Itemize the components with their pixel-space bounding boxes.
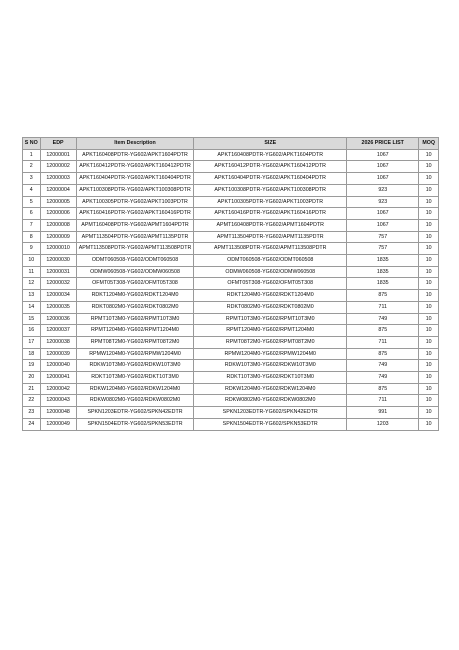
cell-item-description: APKT160404PDTR-YG602/APKT160404PDTR [76,173,194,185]
cell-edp: 12000035 [40,301,76,313]
cell-moq: 10 [419,196,439,208]
table-row [23,325,439,337]
cell-edp: 12000037 [40,325,76,337]
cell-moq: 10 [419,266,439,278]
table-row [23,231,439,243]
table-header-row [23,138,439,150]
cell-size: APKT160416PDTR-YG602/APKT160416PDTR [194,208,347,220]
table-row [23,149,439,161]
cell-sno: 21 [23,383,41,395]
cell-price: 923 [347,196,419,208]
cell-price: 711 [347,336,419,348]
cell-sno: 8 [23,231,41,243]
cell-item-description: RDKT10T3M0-YG602/RDKT10T3M0 [76,372,194,384]
cell-price: 1067 [347,173,419,185]
cell-item-description: APMT160408PDTR-YG602/APMT1604PDTR [76,219,194,231]
cell-edp: 12000004 [40,184,76,196]
cell-size: ODMT060508-YG602/ODMT060508 [194,255,347,267]
cell-price: 1835 [347,255,419,267]
table-row [23,196,439,208]
table-row [23,278,439,290]
cell-size: RDKT1204M0-YG602/RDKT1204M0 [194,290,347,302]
cell-moq: 10 [419,278,439,290]
cell-item-description: RPMT08T2M0-YG602/RPMT08T2M0 [76,336,194,348]
cell-price: 1067 [347,219,419,231]
cell-edp: 12000039 [40,348,76,360]
cell-edp: 12000006 [40,208,76,220]
cell-price: 1835 [347,266,419,278]
cell-item-description: RDKT1204M0-YG602/RDKT1204M0 [76,290,194,302]
cell-moq: 10 [419,173,439,185]
cell-item-description: APKT100305PDTR-YG602/APKT1003PDTR [76,196,194,208]
cell-sno: 7 [23,219,41,231]
cell-sno: 14 [23,301,41,313]
cell-sno: 16 [23,325,41,337]
cell-moq: 10 [419,243,439,255]
cell-item-description: APMT113504PDTR-YG602/APMT1135PDTR [76,231,194,243]
cell-moq: 10 [419,184,439,196]
cell-size: APKT100305PDTR-YG602/APKT1003PDTR [194,196,347,208]
cell-item-description: ODMT060508-YG602/ODMT060508 [76,255,194,267]
cell-size: ODMW060508-YG602/ODMW060508 [194,266,347,278]
cell-edp: 12000030 [40,255,76,267]
cell-size: APKT100308PDTR-YG602/APKT100308PDTR [194,184,347,196]
cell-edp: 12000003 [40,173,76,185]
cell-edp: 12000040 [40,360,76,372]
cell-sno: 4 [23,184,41,196]
table-row [23,348,439,360]
cell-sno: 10 [23,255,41,267]
cell-price: 711 [347,395,419,407]
table-row [23,219,439,231]
cell-price: 875 [347,348,419,360]
cell-price: 1067 [347,149,419,161]
cell-edp: 12000005 [40,196,76,208]
cell-sno: 9 [23,243,41,255]
cell-size: APKT160408PDTR-YG602/APKT1604PDTR [194,149,347,161]
table-row [23,395,439,407]
cell-price: 1203 [347,418,419,430]
header-price: 2026 PRICE LIST [347,138,419,150]
cell-price: 1067 [347,208,419,220]
header-sno: S NO [23,138,41,150]
cell-edp: 12000002 [40,161,76,173]
cell-moq: 10 [419,325,439,337]
cell-size: APKT160404PDTR-YG602/APKT160404PDTR [194,173,347,185]
cell-sno: 19 [23,360,41,372]
cell-moq: 10 [419,231,439,243]
table-row [23,266,439,278]
table-row [23,407,439,419]
table-row [23,313,439,325]
cell-edp: 12000041 [40,372,76,384]
cell-moq: 10 [419,383,439,395]
table-row [23,255,439,267]
cell-moq: 10 [419,407,439,419]
cell-price: 749 [347,372,419,384]
price-list-sheet [22,137,439,431]
cell-price: 1067 [347,161,419,173]
header-size: SIZE [194,138,347,150]
cell-sno: 3 [23,173,41,185]
cell-edp: 12000034 [40,290,76,302]
cell-sno: 12 [23,278,41,290]
cell-size: RPMT1204M0-YG602/RPMT1204M0 [194,325,347,337]
cell-item-description: APKT100308PDTR-YG602/APKT100308PDTR [76,184,194,196]
cell-item-description: SPKN1203EDTR-YG602/SPKN42EDTR [76,407,194,419]
cell-moq: 10 [419,301,439,313]
cell-size: APKT160412PDTR-YG602/APKT160412PDTR [194,161,347,173]
cell-size: SPKN1203EDTR-YG602/SPKN42EDTR [194,407,347,419]
cell-price: 757 [347,243,419,255]
cell-size: RDKT0802M0-YG602/RDKT0802M0 [194,301,347,313]
cell-price: 757 [347,231,419,243]
cell-item-description: ODMW060508-YG602/ODMW060508 [76,266,194,278]
table-row [23,383,439,395]
cell-moq: 10 [419,395,439,407]
cell-edp: 12000038 [40,336,76,348]
cell-size: APMT160408PDTR-YG602/APMT1604PDTR [194,219,347,231]
cell-sno: 1 [23,149,41,161]
table-row [23,290,439,302]
table-body [23,149,439,430]
table-row [23,301,439,313]
cell-moq: 10 [419,149,439,161]
cell-item-description: OFMT05T308-YG602/OFMT05T308 [76,278,194,290]
cell-edp: 12000008 [40,219,76,231]
cell-price: 749 [347,313,419,325]
table-row [23,372,439,384]
cell-size: RPMW1204M0-YG602/RPMW1204M0 [194,348,347,360]
cell-sno: 13 [23,290,41,302]
cell-sno: 22 [23,395,41,407]
cell-item-description: SPKN1504EDTR-YG602/SPKN53EDTR [76,418,194,430]
cell-edp: 12000031 [40,266,76,278]
cell-moq: 10 [419,348,439,360]
cell-price: 875 [347,290,419,302]
header-edp: EDP [40,138,76,150]
price-list-table [22,137,439,431]
cell-item-description: RDKT0802M0-YG602/RDKT0802M0 [76,301,194,313]
cell-moq: 10 [419,161,439,173]
table-row [23,360,439,372]
cell-moq: 10 [419,208,439,220]
cell-moq: 10 [419,360,439,372]
cell-edp: 12000009 [40,231,76,243]
cell-moq: 10 [419,290,439,302]
cell-size: RDKW1204M0-YG602/RDKW1204M0 [194,383,347,395]
cell-price: 875 [347,383,419,395]
cell-price: 749 [347,360,419,372]
table-row [23,243,439,255]
cell-item-description: RPMW1204M0-YG602/RPMW1204M0 [76,348,194,360]
cell-edp: 12000032 [40,278,76,290]
cell-size: RDKW0802M0-YG602/RDKW0802M0 [194,395,347,407]
cell-moq: 10 [419,313,439,325]
cell-item-description: RPMT10T3M0-YG602/RPMT10T3M0 [76,313,194,325]
cell-item-description: APKT160412PDTR-YG602/APKT160412PDTR [76,161,194,173]
cell-price: 991 [347,407,419,419]
cell-moq: 10 [419,255,439,267]
cell-sno: 15 [23,313,41,325]
cell-item-description: APKT160416PDTR-YG602/APKT160416PDTR [76,208,194,220]
cell-item-description: APMT113508PDTR-YG602/APMT113508PDTR [76,243,194,255]
cell-edp: 12000043 [40,395,76,407]
cell-price: 923 [347,184,419,196]
cell-sno: 11 [23,266,41,278]
table-row [23,418,439,430]
cell-edp: 12000036 [40,313,76,325]
cell-item-description: RDKW1204M0-YG602/RDKW1204M0 [76,383,194,395]
table-row [23,161,439,173]
table-row [23,173,439,185]
cell-sno: 20 [23,372,41,384]
cell-sno: 2 [23,161,41,173]
cell-sno: 24 [23,418,41,430]
header-moq: MOQ [419,138,439,150]
cell-size: SPKN1504EDTR-YG602/SPKN53EDTR [194,418,347,430]
table-row [23,184,439,196]
cell-edp: 12000010 [40,243,76,255]
cell-moq: 10 [419,336,439,348]
cell-sno: 18 [23,348,41,360]
cell-size: APMT113504PDTR-YG602/APMT1135PDTR [194,231,347,243]
cell-size: RPMT08T2M0-YG602/RPMT08T2M0 [194,336,347,348]
cell-size: OFMT05T308-YG602/OFMT05T308 [194,278,347,290]
cell-moq: 10 [419,372,439,384]
table-row [23,336,439,348]
cell-edp: 12000049 [40,418,76,430]
cell-price: 711 [347,301,419,313]
cell-item-description: RDKW10T3M0-YG602/RDKW10T3M0 [76,360,194,372]
cell-size: RDKT10T3M0-YG602/RDKT10T3M0 [194,372,347,384]
cell-size: RDKW10T3M0-YG602/RDKW10T3M0 [194,360,347,372]
cell-item-description: RDKW0802M0-YG602/RDKW0802M0 [76,395,194,407]
cell-edp: 12000048 [40,407,76,419]
cell-edp: 12000042 [40,383,76,395]
cell-sno: 17 [23,336,41,348]
cell-item-description: RPMT1204M0-YG602/RPMT1204M0 [76,325,194,337]
cell-sno: 5 [23,196,41,208]
cell-price: 875 [347,325,419,337]
cell-size: APMT113508PDTR-YG602/APMT113508PDTR [194,243,347,255]
cell-sno: 23 [23,407,41,419]
cell-sno: 6 [23,208,41,220]
cell-size: RPMT10T3M0-YG602/RPMT10T3M0 [194,313,347,325]
cell-moq: 10 [419,219,439,231]
cell-edp: 12000001 [40,149,76,161]
header-item-description: Item Description [76,138,194,150]
table-row [23,208,439,220]
cell-price: 1835 [347,278,419,290]
cell-moq: 10 [419,418,439,430]
cell-item-description: APKT160408PDTR-YG602/APKT1604PDTR [76,149,194,161]
